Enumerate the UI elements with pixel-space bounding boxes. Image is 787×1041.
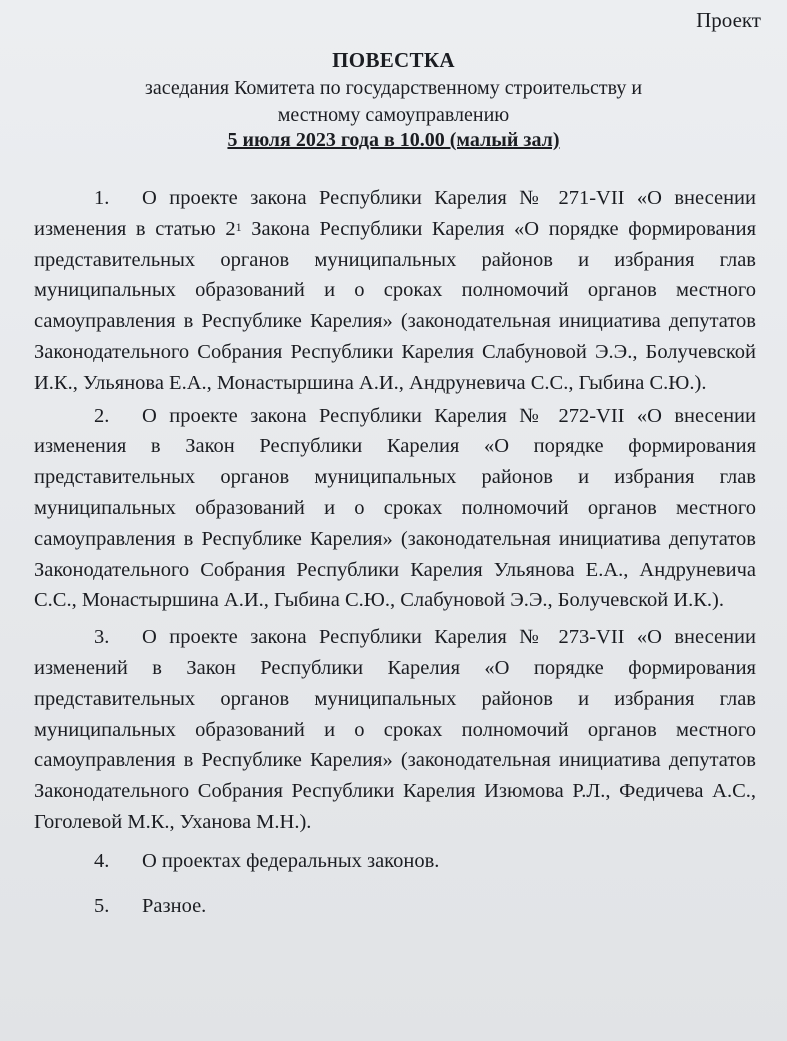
item-number: 3. <box>94 626 110 649</box>
item-text: О проекте закона Республики Карелия № 272-VII «О внесении изменения в Закон Республики Карелия «О порядке формирования представительных органов муниципальных районов и избрания глав муниципальных образований и о сроках полномочий органов местного самоуправления в Республике Карелия» (законодательная инициатива депутатов Законодательного Собрания Республики Карелия Ульянова Е.А., Андруневича С.С., Монастыршина А.И., Гыбина С.Ю., Слабуновой Э.Э., Болучевской И.К.). <box>34 404 756 612</box>
subtitle-line-2: местному самоуправлению <box>277 104 510 126</box>
agenda-item-1 <box>34 183 756 399</box>
item-text-continued: Закона Республики Карелия «О порядке формирования представительных органов муниципальных районов и избрания глав муниципальных образований и о сроках полномочий органов местного самоуправления в Республике Карелия» (законодательная инициатива депутатов Законодательного Собрания Республики Карелия Слабуновой Э.Э., Болучевской И.К., Ульянова Е.А., Монастыршина А.И., Андруневича С.С., Гыбина С.Ю.). <box>34 217 756 394</box>
item-text: О проекте закона Республики Карелия № 271-VII «О внесении изменения в статью 2 <box>34 187 756 240</box>
agenda-items <box>34 183 756 921</box>
item-text: О проекте закона Республики Карелия № 273-VII «О внесении изменений в Закон Республики Карелия «О порядке формирования представительных органов муниципальных районов и избрания глав муниципальных образований и о сроках полномочий органов местного самоуправления в Республике Карелия» (законодательная инициатива депутатов Законодательного Собрания Республики Карелия Изюмова Р.Л., Федичева А.С., Гоголевой М.К., Уханова М.Н.). <box>34 626 756 833</box>
draft-stamp: Проект <box>696 8 761 32</box>
agenda-item-2 <box>34 401 756 617</box>
subtitle-line-1: заседания Комитета по государственному строительству и <box>144 77 643 99</box>
item-superscript: 1 <box>235 219 242 234</box>
agenda-subtitle <box>0 75 787 129</box>
agenda-item-5 <box>34 891 756 922</box>
meeting-date: 5 июля 2023 года в 10.00 (малый зал) <box>227 129 560 151</box>
item-text: Разное. <box>142 894 207 917</box>
item-number: 4. <box>94 849 110 872</box>
agenda-title: ПОВЕСТКА <box>332 48 455 72</box>
agenda-item-3 <box>34 622 756 838</box>
item-text: О проектах федеральных законов. <box>142 849 440 872</box>
item-number: 1. <box>94 187 110 209</box>
item-number: 2. <box>94 404 110 427</box>
agenda-item-4 <box>34 846 756 877</box>
item-number: 5. <box>94 894 110 917</box>
